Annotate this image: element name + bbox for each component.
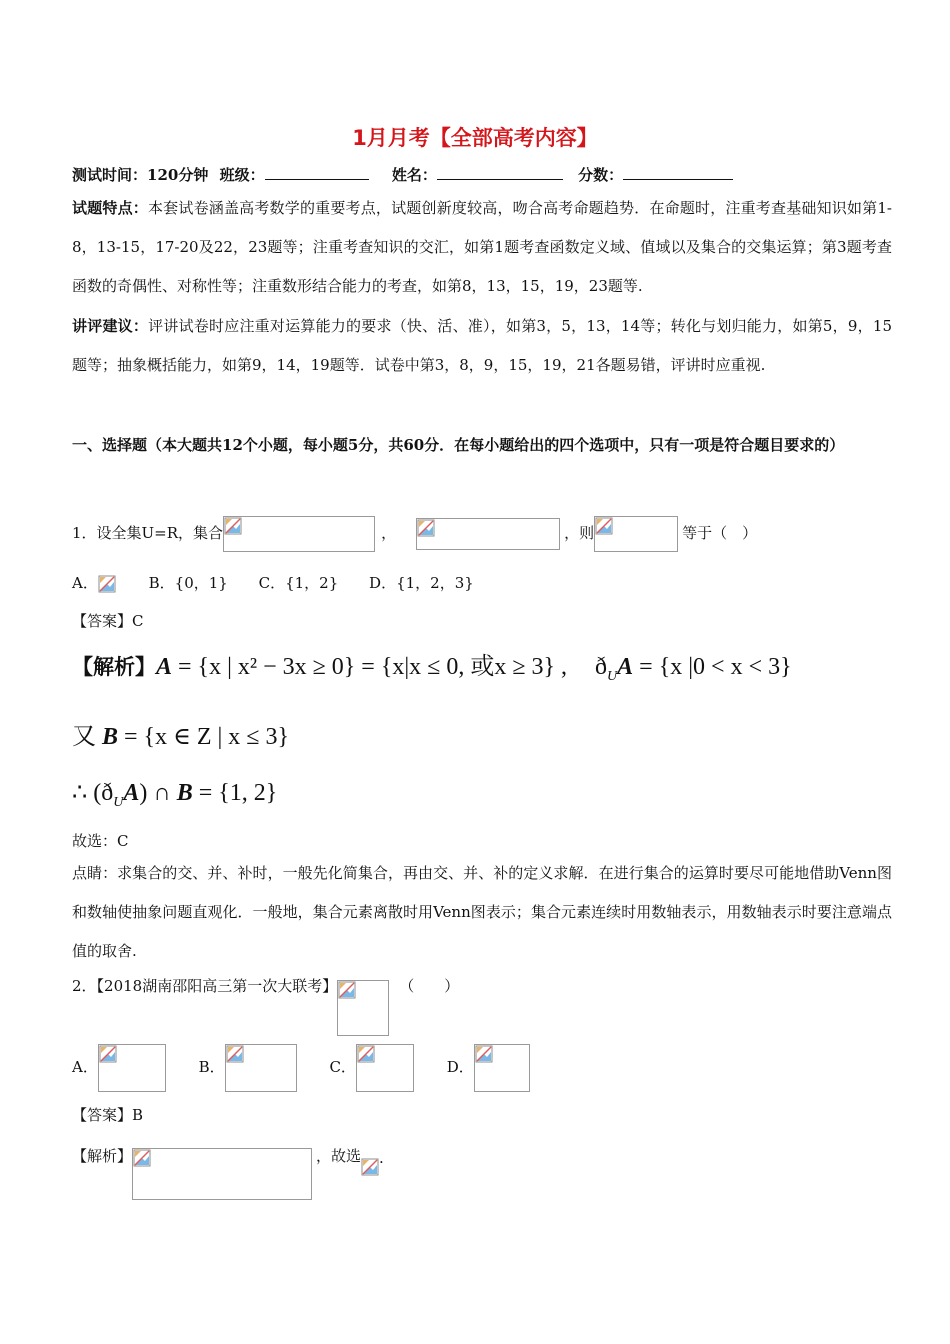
advice-paragraph xyxy=(72,307,892,385)
q2-answer: 【答案】B xyxy=(72,1106,144,1124)
q1-analysis-line2 xyxy=(72,716,289,751)
score-label: 分数： xyxy=(578,166,624,184)
name-label: 姓名： xyxy=(391,166,437,184)
q2-option-a-image xyxy=(98,1044,166,1092)
q1-stem xyxy=(72,515,757,552)
q2-option-b: B． xyxy=(198,1058,225,1076)
universal-subscript-2: U xyxy=(113,794,124,810)
q2-paren: （ ） xyxy=(399,977,460,995)
q2-option-d: D． xyxy=(446,1058,474,1076)
analysis-expr-1: = {x | x² − 3x ≥ 0} = {x|x ≤ 0, 或x ≥ 3} , xyxy=(172,654,568,680)
exam-header xyxy=(72,164,733,185)
features-text: 本套试卷涵盖高考数学的重要考点，试题创新度较高，吻合高考命题趋势．在命题时，注重考查基础知识如第1-8，13-15，17-20及22，23题等；注重考查知识的交汇，如第1题考查函数定义域、值域以及集合的交集运算；第3题考查函数的奇偶性、对称性等；注重数形结合能力的考查，如第8，13，15，19，23题等. xyxy=(72,199,892,295)
class-label: 班级： xyxy=(219,166,265,184)
broken-image-icon xyxy=(595,517,613,535)
q2-analysis-image xyxy=(132,1148,312,1200)
complement-symbol: ð xyxy=(595,654,608,680)
q1-option-b: B．{0，1} xyxy=(148,574,228,592)
q2-options xyxy=(72,1043,530,1092)
broken-image-icon xyxy=(99,1045,117,1063)
features-paragraph xyxy=(72,189,892,306)
q2-choose: ，故选 xyxy=(316,1147,362,1165)
q1-note: 点睛：求集合的交、并、补时，一般先化简集合，再由交、并、补的定义求解．在进行集合的运算时要尽可能地借助Venn图和数轴使抽象问题直观化．一般地，集合元素离散时用Venn图表示；集合元素连续时用数轴表示，用数轴表示时要注意端点值的取舍. xyxy=(72,864,892,960)
q2-expr-image xyxy=(337,980,389,1036)
q2-period: . xyxy=(379,1149,384,1167)
q1-analysis-line3 xyxy=(72,778,277,811)
time-label: 测试时间： xyxy=(72,166,148,184)
broken-image-icon xyxy=(475,1045,493,1063)
broken-image-icon xyxy=(98,575,116,593)
q1-option-d: D．{1，2，3} xyxy=(369,574,474,592)
broken-image-icon xyxy=(133,1149,151,1167)
q2-option-a: A． xyxy=(72,1058,98,1076)
advice-text: 评讲试卷时应注重对运算能力的要求（快、活、准），如第3，5，13，14等；转化与划归能力，如第5，9，15题等；抽象概括能力，如第9，14，19题等．试卷中第3，8，9，15，19，21各题易错，评讲时应重视. xyxy=(72,317,892,374)
therefore-expr: ∴ (ð xyxy=(72,780,114,806)
q1-choose: 故选：C xyxy=(72,832,129,850)
time-value: 120分钟 xyxy=(147,166,209,184)
analysis-tag: 【解析】 xyxy=(72,655,156,679)
q2-option-c: C． xyxy=(329,1058,356,1076)
q1-analysis-line1 xyxy=(72,646,792,685)
q1-option-a: A． xyxy=(72,574,98,592)
set-b-symbol-2: B xyxy=(176,780,193,806)
broken-image-icon xyxy=(226,1045,244,1063)
class-blank xyxy=(265,165,369,180)
set-a-symbol: A xyxy=(156,654,173,680)
section-heading: 一、选择题（本大题共12个小题，每小题5分，共60分．在每小题给出的四个选项中，只有一项是符合题目要求的） xyxy=(72,436,845,454)
q1-set-b-image xyxy=(416,518,560,550)
q1-stem-text: 1．设全集U=R，集合 xyxy=(72,524,224,542)
also-text: 又 xyxy=(72,724,102,750)
result-expr: = {1, 2} xyxy=(192,780,278,806)
q1-option-c: C．{1，2} xyxy=(258,574,339,592)
q2-analysis-tag: 【解析】 xyxy=(72,1147,133,1165)
name-blank xyxy=(437,165,563,180)
set-a-symbol-2: A xyxy=(617,654,634,680)
q2-option-b-image xyxy=(225,1044,297,1092)
q1-then: ，则 xyxy=(564,524,595,542)
universal-subscript: U xyxy=(607,668,618,684)
features-label: 试题特点： xyxy=(72,199,148,217)
score-blank xyxy=(623,165,733,180)
q1-expr-image xyxy=(594,516,678,552)
broken-image-icon xyxy=(361,1158,379,1176)
broken-image-icon xyxy=(338,981,356,999)
analysis-expr-2: = {x |0 < x < 3} xyxy=(633,654,792,680)
q2-option-d-image xyxy=(474,1044,530,1092)
q1-equals: 等于（ ） xyxy=(682,524,758,542)
analysis-expr-3: = {x ∈ Z | x ≤ 3} xyxy=(118,724,289,750)
q1-set-a-image xyxy=(223,516,375,552)
advice-label: 讲评建议： xyxy=(72,317,149,335)
broken-image-icon xyxy=(417,519,435,537)
q2-stem-text: 2．【2018湖南邵阳高三第一次大联考】 xyxy=(72,977,338,995)
q2-stem xyxy=(72,977,460,1036)
q2-option-c-image xyxy=(356,1044,414,1092)
q1-answer: 【答案】C xyxy=(72,612,144,630)
broken-image-icon xyxy=(224,517,242,535)
intersect-expr: ) ∩ xyxy=(139,780,177,806)
q2-analysis xyxy=(72,1148,384,1200)
q1-options xyxy=(72,572,474,593)
page-title: 1月月考【全部高考内容】 xyxy=(352,126,598,150)
set-b-symbol: B xyxy=(102,724,119,750)
broken-image-icon xyxy=(357,1045,375,1063)
q1-comma: ， xyxy=(381,524,397,542)
set-a-symbol-3: A xyxy=(123,780,140,806)
